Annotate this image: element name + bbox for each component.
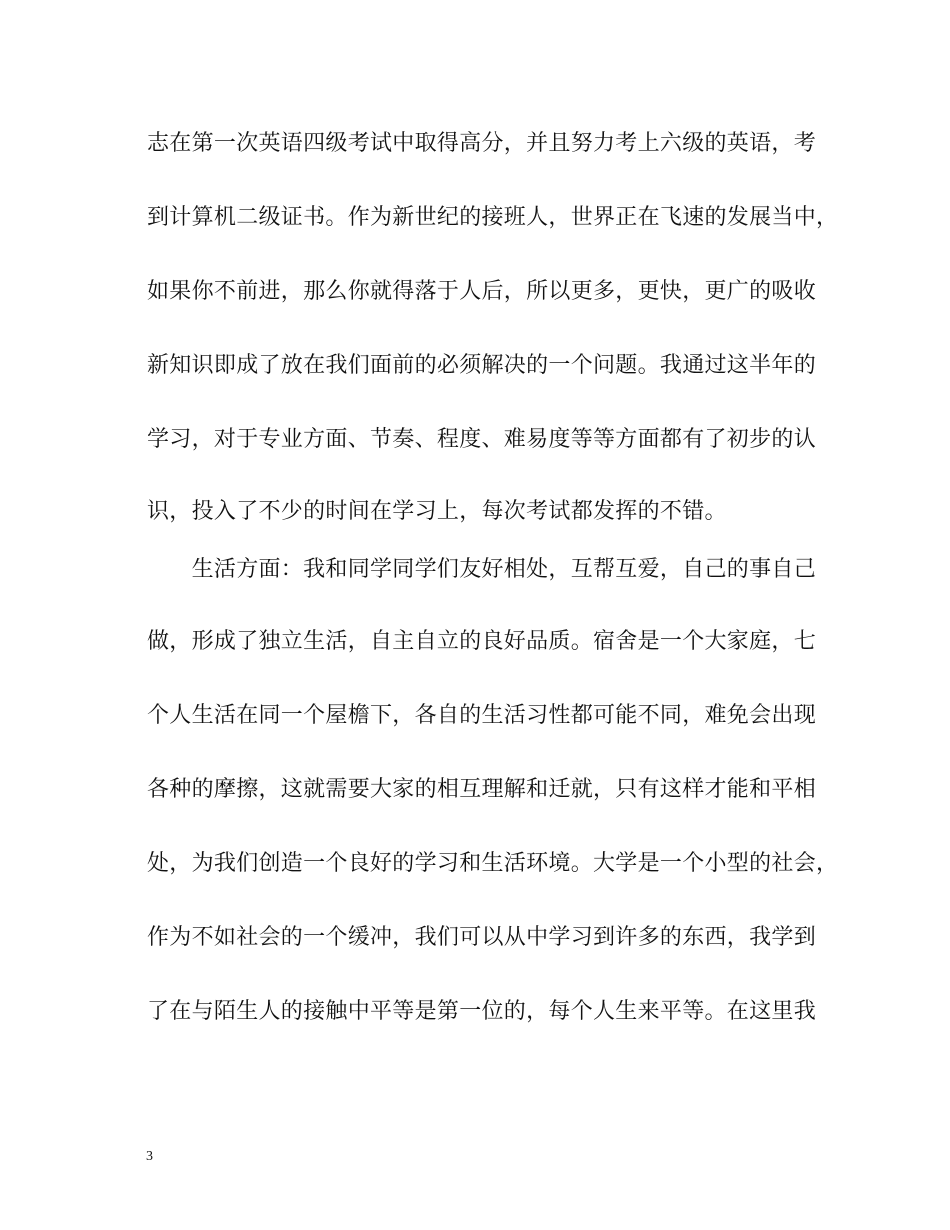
text-line: 处，为我们创造一个良好的学习和生活环境。大学是一个小型的社会， [147,851,839,876]
page-number: 3 [146,1149,153,1164]
text-line: 到计算机二级证书。作为新世纪的接班人，世界正在飞速的发展当中， [147,205,839,230]
text-line: 了在与陌生人的接触中平等是第一位的，每个人生来平等。在这里我 [147,999,817,1024]
text-line: 作为不如社会的一个缓冲，我们可以从中学习到许多的东西，我学到 [147,925,817,950]
text-line: 学习，对于专业方面、节奏、程度、难易度等等方面都有了初步的认 [147,427,817,452]
paragraph-start-line: 生活方面：我和同学同学们友好相处，互帮互爱，自己的事自己 [147,557,817,582]
text-line: 新知识即成了放在我们面前的必须解决的一个问题。我通过这半年的 [147,353,817,378]
text-line: 做，形成了独立生活，自主自立的良好品质。宿舍是一个大家庭，七 [147,629,817,654]
text-line: 各种的摩擦，这就需要大家的相互理解和迁就，只有这样才能和平相 [147,777,817,802]
text-line: 志在第一次英语四级考试中取得高分，并且努力考上六级的英语，考 [147,131,817,156]
text-line: 识，投入了不少的时间在学习上，每次考试都发挥的不错。 [147,499,727,524]
text-line: 个人生活在同一个屋檐下，各自的生活习性都可能不同，难免会出现 [147,703,817,728]
text-line: 如果你不前进，那么你就得落于人后，所以更多，更快，更广的吸收 [147,279,817,304]
